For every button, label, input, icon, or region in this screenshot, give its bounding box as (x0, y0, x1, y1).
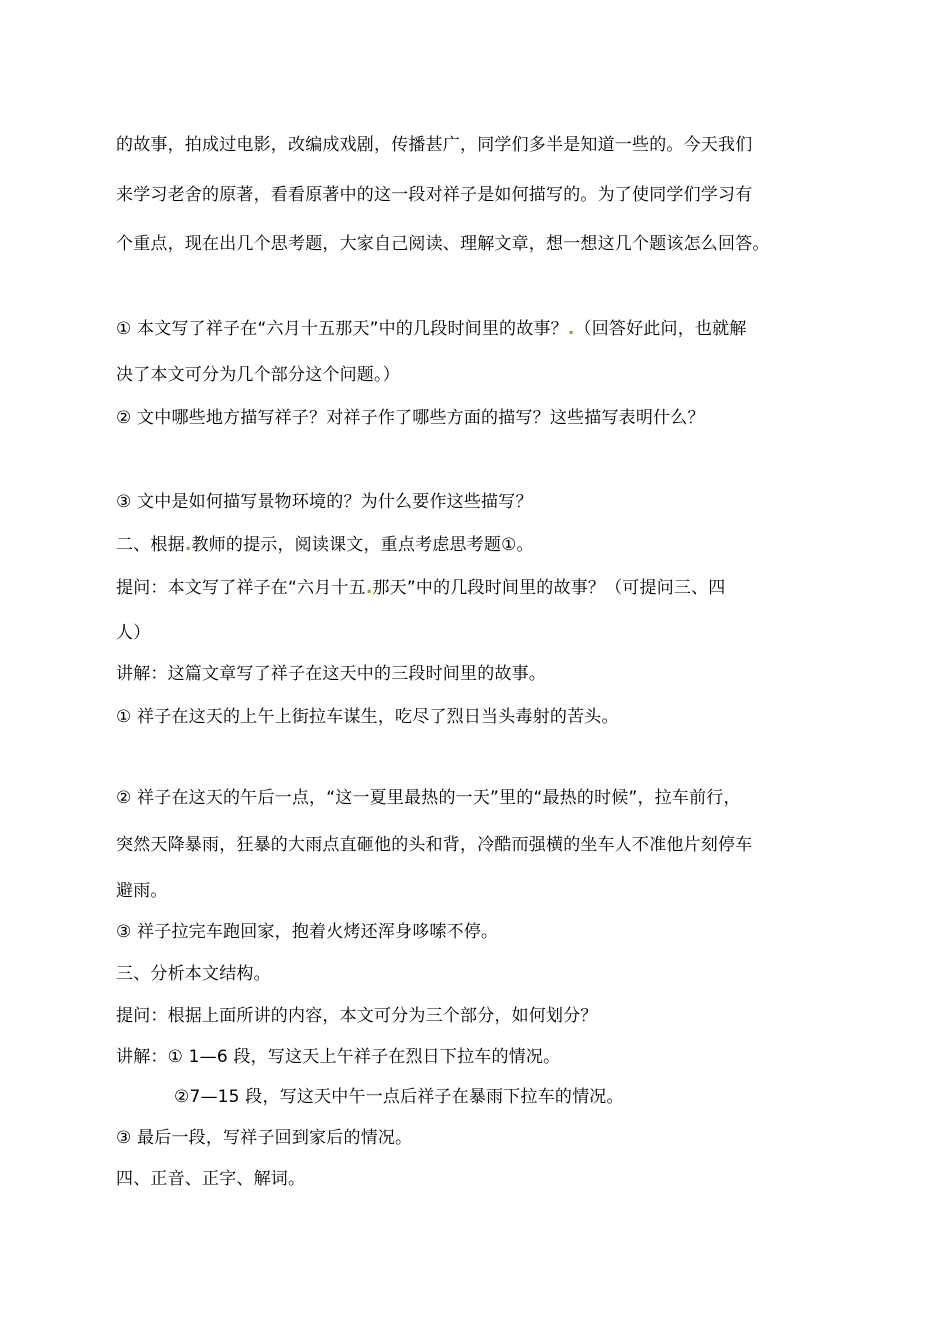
story-part-2-continued: 突然天降暴雨，狂暴的大雨点直砸他的头和背，冷酷而强横的坐车人不准他片刻停车 (116, 835, 753, 855)
paragraph-line: 个重点，现在出几个思考题，大家自己阅读、理解文章，想一想这几个题该怎么回答。 (116, 234, 770, 254)
section-2-text-b: 教师的提示，阅读课文，重点考虑思考题①。 (191, 535, 534, 555)
dot-mark: . (567, 319, 575, 339)
paragraph-line: 来学习老舍的原著，看看原著中的这一段对祥子是如何描写的。为了使同学们学习有 (116, 185, 753, 205)
section-3-heading: 三、分析本文结构。 (116, 964, 271, 984)
question-1-text: ① 本文写了祥子在“六月十五那天”中的几段时间里的故事？ (116, 319, 568, 339)
section-4-heading: 四、正音、正字、解词。 (116, 1169, 306, 1189)
dot-mark: . (184, 535, 192, 555)
question-text-b: 那天”中的几段时间里的故事？（可提问三、四 (372, 578, 726, 598)
question-1-line (116, 318, 747, 340)
section-2-heading (116, 534, 534, 556)
story-part-1: ① 祥子在这天的上午上街拉车谋生，吃尽了烈日当头毒射的苦头。 (116, 707, 619, 727)
structure-question: 提问：根据上面所讲的内容，本文可分为三个部分，如何划分？ (116, 1006, 598, 1026)
question-1-continued: 决了本文可分为几个部分这个问题。） (116, 365, 400, 385)
story-part-2: ② 祥子在这天的午后一点，“这一夏里最热的一天”里的“最热的时候”，拉车前行， (116, 788, 741, 808)
structure-part-3: ③ 最后一段，写祥子回到家后的情况。 (116, 1128, 413, 1148)
explanation-line: 讲解：这篇文章写了祥子在这天中的三段时间里的故事。 (116, 664, 546, 684)
question-text-a: 提问：本文写了祥子在“六月十五 (116, 578, 366, 598)
dot-mark: . (365, 578, 373, 598)
structure-part-2: ②7—15 段，写这天中午一点后祥子在暴雨下拉车的情况。 (174, 1087, 624, 1107)
question-3: ③ 文中是如何描写景物环境的？为什么要作这些描写？ (116, 492, 533, 512)
paragraph-line: 的故事，拍成过电影，改编成戏剧，传播甚广，同学们多半是知道一些的。今天我们 (116, 135, 753, 155)
story-part-2-end: 避雨。 (116, 881, 168, 901)
question-line (116, 577, 726, 599)
section-2-text-a: 二、根据 (116, 535, 185, 555)
question-1-note: （回答好此问，也就解 (574, 319, 747, 339)
question-line-continued: 人） (116, 623, 151, 643)
question-2: ② 文中哪些地方描写祥子？对祥子作了哪些方面的描写？这些描写表明什么？ (116, 408, 705, 428)
story-part-3: ③ 祥子拉完车跑回家，抱着火烤还浑身哆嗦不停。 (116, 922, 499, 942)
structure-part-1: 讲解：① 1—6 段，写这天上午祥子在烈日下拉车的情况。 (116, 1047, 561, 1067)
